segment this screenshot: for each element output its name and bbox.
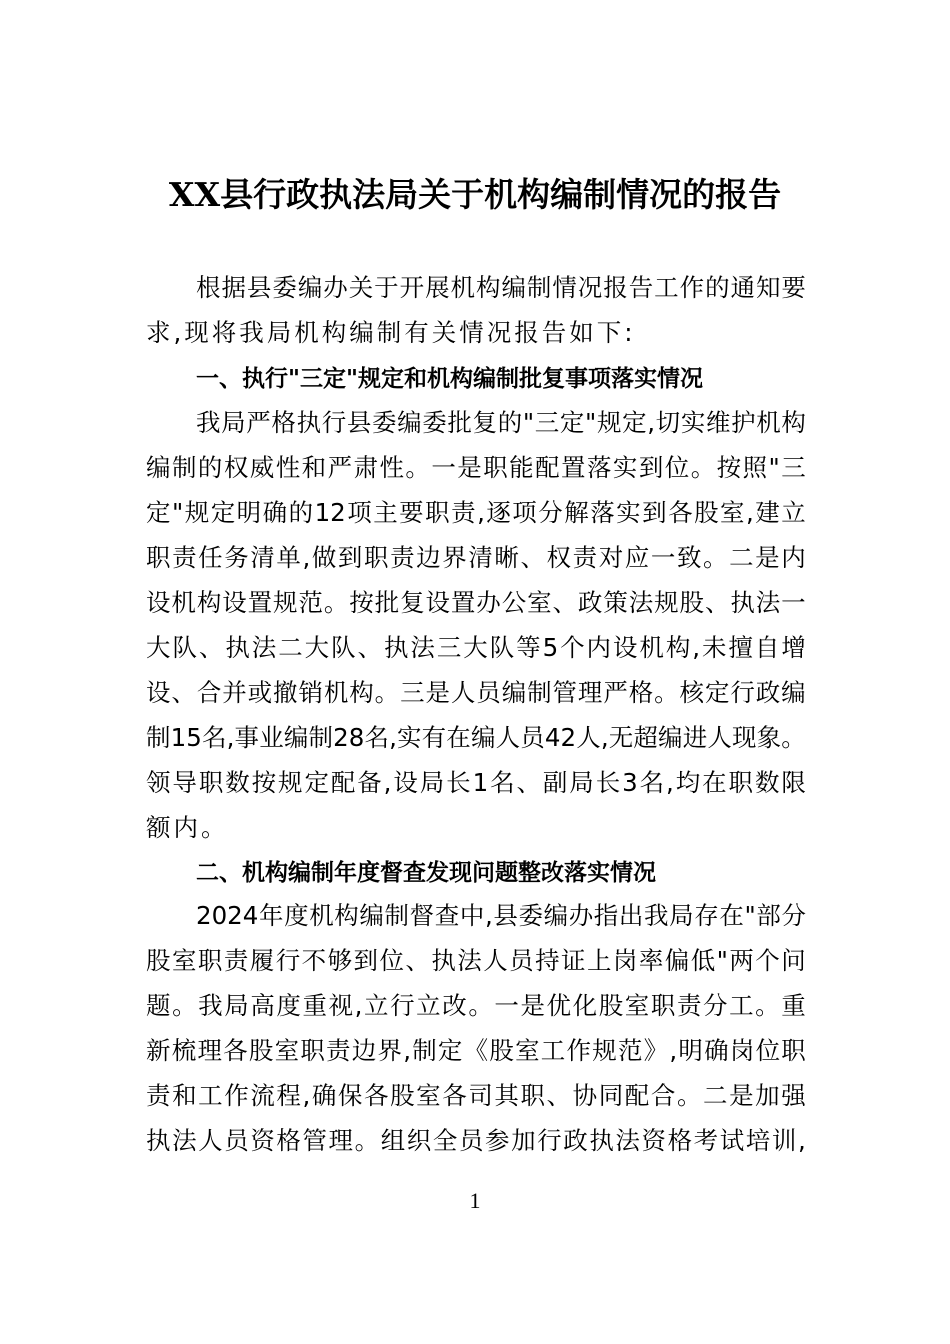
- paragraph-line: 职 责 任 务 清 单 , 做 到 职 责 边 界 清 晰 、 权 责 对 应 一 致 。 二 是 内: [146, 543, 806, 572]
- section-heading: 一、执行"三定"规定和机构编制批复事项落实情况: [196, 366, 703, 392]
- paragraph-line: 根 据 县 委 编 办 关 于 开 展 机 构 编 制 情 况 报 告 工 作 的 通 知 要: [196, 273, 806, 302]
- paragraph-line: 2024 年 度 机 构 编 制 督 查 中 , 县 委 编 办 指 出 我 局 存 在 " 部 分: [196, 901, 806, 930]
- paragraph-line: 股 室 职 责 履 行 不 够 到 位 、 执 法 人 员 持 证 上 岗 率 偏 低 " 两 个 问: [146, 946, 806, 975]
- paragraph-line: 设 机 构 设 置 规 范 。 按 批 复 设 置 办 公 室 、 政 策 法 规 股 、 执 法 一: [146, 588, 806, 617]
- paragraph-line: 定 " 规 定 明 确 的 12 项 主 要 职 责 , 逐 项 分 解 落 实 到 各 股 室 , 建 立: [146, 498, 806, 527]
- paragraph-line: 题 。 我 局 高 度 重 视 , 立 行 立 改 。 一 是 优 化 股 室 职 责 分 工 。 重: [146, 991, 806, 1020]
- paragraph-line: 责 和 工 作 流 程 , 确 保 各 股 室 各 司 其 职 、 协 同 配 合 。 二 是 加 强: [146, 1081, 806, 1110]
- paragraph-line: 新 梳 理 各 股 室 职 责 边 界 , 制 定 《 股 室 工 作 规 范 》 , 明 确 岗 位 职: [146, 1036, 806, 1065]
- section-heading: 二、机构编制年度督查发现问题整改落实情况: [196, 860, 656, 886]
- paragraph-line: 领 导 职 数 按 规 定 配 备 , 设 局 长 1 名 、 副 局 长 3 名 , 均 在 职 数 限: [146, 768, 806, 797]
- document-title: XX县行政执法局关于机构编制情况的报告: [168, 175, 782, 214]
- paragraph-line: 编 制 的 权 威 性 和 严 肃 性 。 一 是 职 能 配 置 落 实 到 位 。 按 照 " 三: [146, 453, 806, 482]
- paragraph-line: 设 、 合 并 或 撤 销 机 构 。 三 是 人 员 编 制 管 理 严 格 。 核 定 行 政 编: [146, 678, 806, 707]
- paragraph-line: 大 队 、 执 法 二 大 队 、 执 法 三 大 队 等 5 个 内 设 机 构 , 未 擅 自 增: [146, 633, 806, 662]
- paragraph-line: 执 法 人 员 资 格 管 理 。 组 织 全 员 参 加 行 政 执 法 资 格 考 试 培 训 ,: [146, 1126, 806, 1155]
- paragraph-line: 制 15 名 , 事 业 编 制 28 名 , 实 有 在 编 人 员 42 人 , 无 超 编 进 人 现 象 。: [146, 723, 806, 752]
- paragraph-line: 我 局 严 格 执 行 县 委 编 委 批 复 的 " 三 定 " 规 定 , 切 实 维 护 机 构: [196, 408, 806, 437]
- paragraph-line: 额内。: [146, 813, 229, 842]
- paragraph-line: 求,现将我局机构编制有关情况报告如下:: [146, 318, 636, 347]
- page-number: 1: [469, 1188, 481, 1213]
